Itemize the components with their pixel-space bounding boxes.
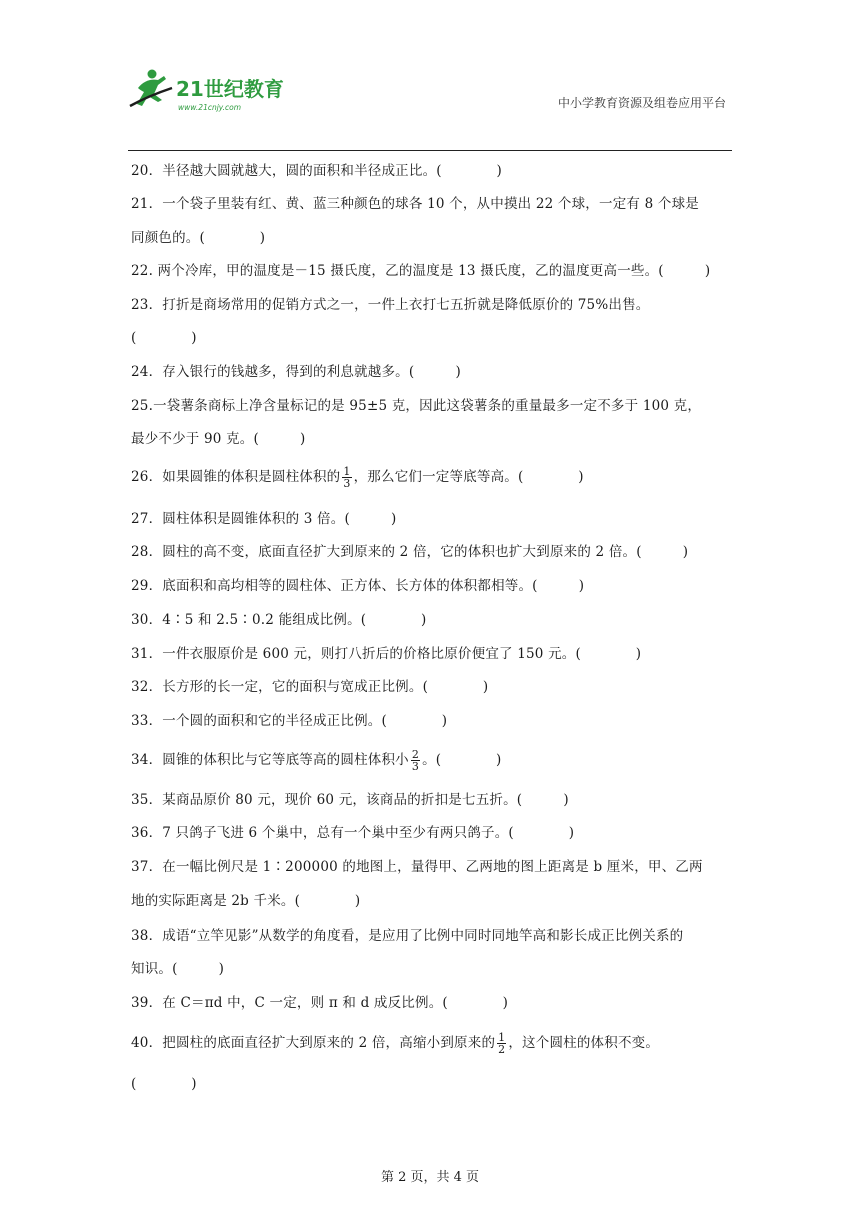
question-26 bbox=[131, 466, 735, 489]
fraction-denominator: 2 bbox=[498, 1043, 506, 1056]
question-38-line2: 知识。( ) bbox=[131, 961, 225, 977]
question-35: 35．某商品原价 80 元，现价 60 元，该商品的折扣是七五折。( ) bbox=[131, 792, 569, 808]
fraction-numerator: 2 bbox=[411, 748, 420, 761]
site-logo bbox=[128, 66, 298, 116]
platform-name: 中小学教育资源及组卷应用平台 bbox=[557, 96, 726, 110]
question-29: 29．底面积和高均相等的圆柱体、正方体、长方体的体积都相等。( ) bbox=[131, 578, 585, 594]
question-30: 30．4∶5 和 2.5∶0.2 能组成比例。( ) bbox=[131, 612, 427, 628]
fraction-one-third bbox=[342, 466, 351, 489]
page-number: 第 2 页，共 4 页 bbox=[380, 1170, 480, 1185]
question-37-line2: 地的实际距离是 2b 千米。( ) bbox=[131, 893, 361, 909]
question-40-text-end: ，这个圆柱的体积不变。 bbox=[508, 1035, 660, 1051]
fraction-one-half bbox=[497, 1032, 506, 1055]
question-25-line1: 25.一袋薯条商标上净含量标记的是 95±5 克，因此这袋薯条的重量最多一定不多于 100 克， bbox=[131, 398, 702, 414]
question-27: 27．圆柱体积是圆锥体积的 3 倍。( ) bbox=[131, 511, 397, 527]
fraction-denominator: 3 bbox=[343, 477, 351, 490]
question-33: 33．一个圆的面积和它的半径成正比例。( ) bbox=[131, 713, 448, 729]
question-34-text-start: 34．圆锥的体积比与它等底等高的圆柱体积小 bbox=[131, 752, 409, 768]
logo-url: www.21cnjy.com bbox=[178, 103, 242, 112]
question-34 bbox=[131, 749, 735, 772]
page-header bbox=[128, 66, 732, 152]
question-34-text-end: 。( ) bbox=[422, 752, 502, 768]
question-40 bbox=[131, 1032, 735, 1055]
question-21-line2: 同颜色的。( ) bbox=[131, 230, 266, 246]
header-divider bbox=[128, 150, 732, 151]
question-23-line1: 23．打折是商场常用的促销方式之一，一件上衣打七五折就是降低原价的 75%出售。 bbox=[131, 297, 650, 313]
question-32: 32．长方形的长一定，它的面积与宽成正比例。( ) bbox=[131, 679, 489, 695]
question-38-line1: 38．成语“立竿见影”从数学的角度看，是应用了比例中同时同地竿高和影长成正比例关系的 bbox=[131, 928, 684, 944]
question-26-text-end: ，那么它们一定等底等高。( ) bbox=[353, 469, 584, 485]
fraction-numerator: 1 bbox=[498, 1031, 506, 1044]
question-40-line2: ( ) bbox=[131, 1076, 197, 1092]
question-28: 28．圆柱的高不变，底面直径扩大到原来的 2 倍，它的体积也扩大到原来的 2 倍。( ) bbox=[131, 544, 689, 560]
runner-icon bbox=[130, 70, 172, 107]
fraction-two-thirds bbox=[411, 749, 420, 772]
question-20: 20．半径越大圆就越大，圆的面积和半径成正比。( ) bbox=[131, 163, 503, 179]
question-37-line1: 37．在一幅比例尺是 1∶200000 的地图上，量得甲、乙两地的图上距离是 b 厘米，甲、乙两 bbox=[131, 859, 703, 875]
question-31: 31．一件衣服原价是 600 元，则打八折后的价格比原价便宜了 150 元。( ) bbox=[131, 646, 642, 662]
logo-text: 21世纪教育 bbox=[176, 77, 284, 101]
question-25-line2: 最少不少于 90 克。( ) bbox=[131, 431, 306, 447]
question-39: 39．在 C＝πd 中，C 一定，则 π 和 d 成反比例。( ) bbox=[131, 995, 509, 1011]
question-22: 22. 两个冷库，甲的温度是－15 摄氏度，乙的温度是 13 摄氏度，乙的温度更高一些。( ) bbox=[131, 263, 711, 279]
question-40-text-start: 40．把圆柱的底面直径扩大到原来的 2 倍，高缩小到原来的 bbox=[131, 1035, 496, 1051]
question-26-text-start: 26．如果圆锥的体积是圆柱体积的 bbox=[131, 469, 341, 485]
fraction-numerator: 1 bbox=[343, 465, 351, 478]
question-36: 36．7 只鸽子飞进 6 个巢中，总有一个巢中至少有两只鸽子。( ) bbox=[131, 825, 575, 841]
fraction-denominator: 3 bbox=[411, 760, 420, 773]
question-23-line2: ( ) bbox=[131, 330, 197, 346]
question-21-line1: 21．一个袋子里装有红、黄、蓝三种颜色的球各 10 个，从中摸出 22 个球，一定有 8 个球是 bbox=[131, 196, 699, 212]
question-24: 24．存入银行的钱越多，得到的利息就越多。( ) bbox=[131, 364, 461, 380]
